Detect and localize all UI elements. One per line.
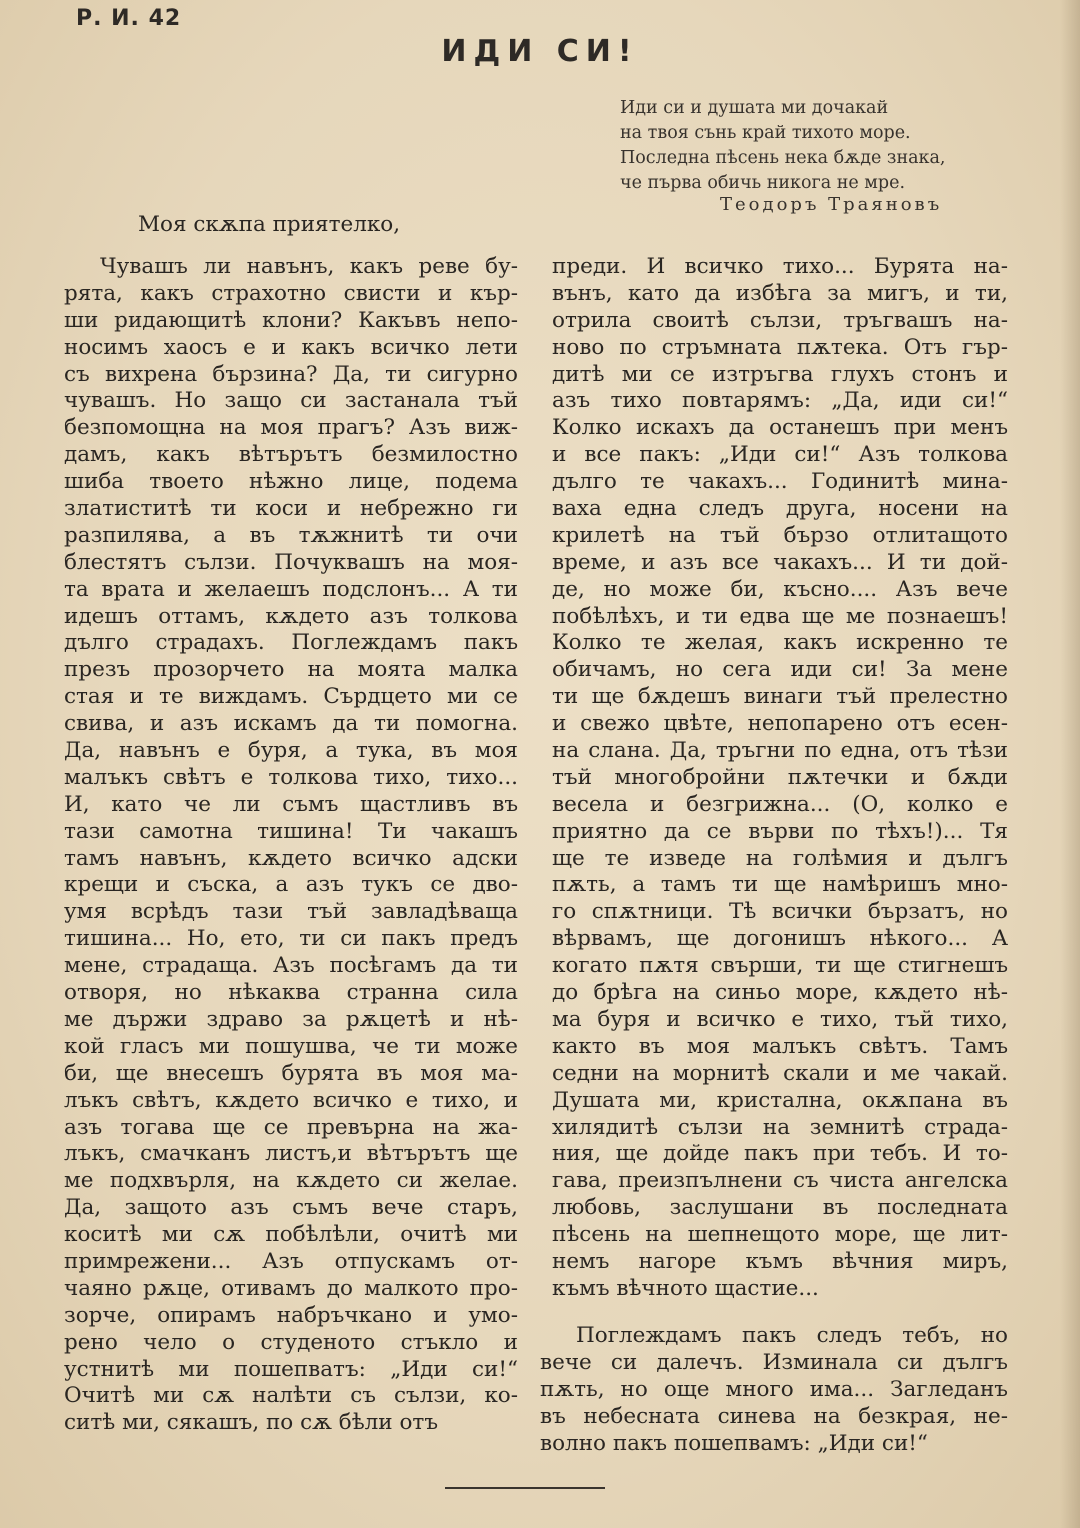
text-line: та врата и желаешъ подслонъ... А ти	[64, 576, 518, 602]
text-line: тишина... Но, ето, ти си пакъ предъ	[64, 926, 518, 952]
text-line: пѫть, а тамъ ти ще намѣришъ мно-	[552, 872, 1008, 898]
text-line: Колко те желая, какъ искренно те	[552, 630, 1008, 656]
text-line: време, и азъ все чакахъ... И ти дой-	[552, 549, 1008, 575]
text-line: златиститѣ ти коси и небрежно ги	[64, 496, 518, 522]
text-line: побѣлѣхъ, и ти едва ще ме познаешъ!	[552, 603, 1008, 629]
text-line: ме подхвърля, на кѫдето си желае.	[64, 1168, 518, 1194]
text-line: Да, навънъ е буря, а тука, въ моя	[64, 738, 518, 764]
text-line: лъкъ, смачканъ листъ,и вѣтърътъ ще	[64, 1141, 518, 1167]
text-line: ти ще бѫдешъ винаги тъй прелестно	[552, 684, 1008, 710]
text-line: лъкъ свѣтъ, кѫдето всичко е тихо, и	[64, 1087, 518, 1113]
text-line: Чувашъ ли навънъ, какъ реве бу-	[100, 254, 518, 279]
epigraph-line: Иди си и душата ми дочакай	[620, 98, 889, 118]
text-line: тамъ навънъ, кѫдето всичко адски	[64, 845, 518, 871]
text-line: свива, и азъ искамъ да ти помогна.	[64, 711, 518, 737]
text-line: би, ще внесешъ бурята въ моя ма-	[64, 1060, 518, 1086]
text-line: вѣрвамъ, ще догонишъ нѣкого... А	[552, 926, 1008, 952]
closing-paragraph	[540, 1323, 1008, 1457]
text-line: немъ нагоре къмъ вѣчния миръ,	[552, 1248, 1008, 1274]
text-line: блестятъ сълзи. Почуквашъ на моя-	[64, 549, 518, 575]
text-line: дитѣ ми се изтръгва глухъ стонъ и	[552, 361, 1008, 387]
text-line: рено чело о студеното стъкло и	[64, 1329, 518, 1355]
text-line: Колко искахъ да останешъ при менъ	[552, 415, 1008, 441]
text-line: зорче, опирамъ набръчкано и умо-	[64, 1302, 518, 1328]
text-line: примрежени... Азъ отпускамъ от-	[64, 1248, 518, 1274]
text-line: идешъ оттамъ, кѫдето азъ толкова	[64, 603, 518, 629]
left-column	[64, 254, 518, 1437]
text-line: кой гласъ ми пошушва, че ти може	[64, 1033, 518, 1059]
text-line: малъкъ свѣтъ е толкова тихо, тихо...	[64, 764, 518, 790]
text-line: седни на морнитѣ скали и ме чакай.	[552, 1060, 1008, 1086]
page-label: Р. И. 42	[76, 6, 182, 31]
text-line: весела и безгрижна... (О, колко е	[552, 791, 1008, 817]
text-line: съ вихрена бързина? Да, ти сигурно	[64, 361, 518, 387]
text-line: вънъ, като да избѣга за мигъ, и ти,	[552, 280, 1008, 306]
end-rule	[445, 1487, 605, 1489]
text-line: пѫть, но още много има... Загледанъ	[540, 1376, 1008, 1402]
text-line: мене, страдаща. Азъ посѣгамъ да ти	[64, 953, 518, 979]
text-line: И, като че ли съмъ щастливъ въ	[64, 791, 518, 817]
right-column	[552, 254, 1008, 1303]
text-line: чаяно рѫце, отивамъ до малкото про-	[64, 1275, 518, 1301]
text-line: обичамъ, но сега иди си! За мене	[552, 657, 1008, 683]
text-line: крещи и съска, а азъ тукъ се дво-	[64, 872, 518, 898]
text-line: шиба твоето нѣжно лице, подема	[64, 469, 518, 495]
letter-greeting: Моя скѫпа приятелко,	[138, 212, 401, 237]
text-line: дамъ, какъ вѣтърътъ безмилостно	[64, 442, 518, 468]
text-line: ши ридающитѣ клони? Какъвъ непо-	[64, 307, 518, 333]
text-line: де, но може би, късно.... Азъ вече	[552, 576, 1008, 602]
text-line: отрила своитѣ сълзи, тръгвашъ на-	[552, 307, 1008, 333]
text-line: Очитѣ ми сѫ налѣти съ сълзи, ко-	[64, 1383, 518, 1409]
epigraph-line: Последна пѣсень нека бѫде знака,	[620, 148, 946, 168]
text-line: презъ прозорчето на моята малка	[64, 657, 518, 683]
page-fold-shadow	[1060, 0, 1080, 1528]
text-line: тази самотна тишина! Ти чакашъ	[64, 818, 518, 844]
text-line: ма буря и всичко е тихо, тъй тихо,	[552, 1006, 1008, 1032]
text-line: крилетѣ на тъй бързо отлитащото	[552, 522, 1008, 548]
text-line: разпилява, а въ тѫжнитѣ ти очи	[64, 522, 518, 548]
text-line: тъй многобройни пѫтечки и бѫди	[552, 764, 1008, 790]
text-line: въ небесната синева на безкрая, не-	[540, 1403, 1008, 1429]
text-line: умя всрѣдъ тази тъй завладѣваща	[64, 899, 518, 925]
text-line: дълго те чакахъ... Годинитѣ мина-	[552, 469, 1008, 495]
text-line: къмъ вѣчното щастие...	[552, 1275, 819, 1301]
text-line: дълго страдахъ. Поглеждамъ пакъ	[64, 630, 518, 656]
text-line: носимъ хаосъ е и какъ всичко лети	[64, 334, 518, 360]
text-line: преди. И всичко тихо... Бурята на-	[552, 254, 1008, 279]
text-line: ще те изведе на голѣмия и дългъ	[552, 845, 1008, 871]
text-line: устнитѣ ми пошепватъ: „Иди си!“	[64, 1356, 518, 1382]
article-title: ИДИ СИ!	[441, 34, 639, 69]
text-line: както въ моя малъкъ свѣтъ. Тамъ	[552, 1033, 1008, 1059]
text-line: и свежо цвѣте, непопарено отъ есен-	[552, 711, 1008, 737]
text-line: любовь, заслушани въ последната	[552, 1195, 1008, 1221]
text-line: отворя, но нѣкаква странна сила	[64, 980, 518, 1006]
text-line: пѣсень на шепнещото море, ще лит-	[552, 1222, 1008, 1248]
text-line: азъ тогава ще се превърна на жа-	[64, 1114, 518, 1140]
text-line: стая и те виждамъ. Сърдцето ми се	[64, 684, 518, 710]
text-line: азъ тихо повтарямъ: „Да, иди си!“	[552, 388, 1008, 414]
text-line: коситѣ ми сѫ побѣлѣли, очитѣ ми	[64, 1222, 518, 1248]
epigraph-line: на твоя сънь край тихото море.	[620, 123, 911, 143]
text-line: вече си далечъ. Изминала си дългъ	[540, 1349, 1008, 1375]
text-line: Да, защото азъ съмъ вече старъ,	[64, 1195, 518, 1221]
text-line: Поглеждамъ пакъ следъ тебъ, но	[576, 1323, 1008, 1348]
text-line: приятно да се върви по тѣхъ!)... Тя	[552, 818, 1008, 844]
text-line: на слана. Да, тръгни по една, отъ тѣзи	[552, 738, 1008, 764]
text-line: ния, ще дойде пакъ при тебъ. И то-	[552, 1141, 1008, 1167]
text-line: когато пѫтя свърши, ти ще стигнешъ	[552, 953, 1008, 979]
text-line: ваха една следъ друга, носени на	[552, 496, 1008, 522]
text-line: хилядитѣ сълзи на земнитѣ страда-	[552, 1114, 1008, 1140]
text-line: чувашъ. Но защо си застанала тъй	[64, 388, 518, 414]
text-line: рята, какъ страхотно свисти и кър-	[64, 280, 518, 306]
text-line: ме държи здраво за рѫцетѣ и нѣ-	[64, 1006, 518, 1032]
text-line: Душата ми, кристална, окѫпана въ	[552, 1087, 1008, 1113]
epigraph-author: Теодоръ Траяновъ	[720, 194, 943, 215]
text-line: волно пакъ пошепвамъ: „Иди си!“	[540, 1430, 928, 1456]
text-line: гава, преизпълнени съ чиста ангелска	[552, 1168, 1008, 1194]
text-line: безпомощна на моя прагъ? Азъ виж-	[64, 415, 518, 441]
text-line: до брѣга на синьо море, кѫдето нѣ-	[552, 980, 1008, 1006]
text-line: ново по стръмната пѫтека. Отъ гър-	[552, 334, 1008, 360]
text-line: и все пакъ: „Иди си!“ Азъ толкова	[552, 442, 1008, 468]
epigraph-line: че първа обичь никога не мре.	[620, 173, 906, 193]
epigraph	[620, 96, 1020, 196]
text-line: го спѫтници. Тѣ всички бързатъ, но	[552, 899, 1008, 925]
text-line: ситѣ ми, сякашъ, по сѫ бѣли отъ	[64, 1410, 438, 1436]
